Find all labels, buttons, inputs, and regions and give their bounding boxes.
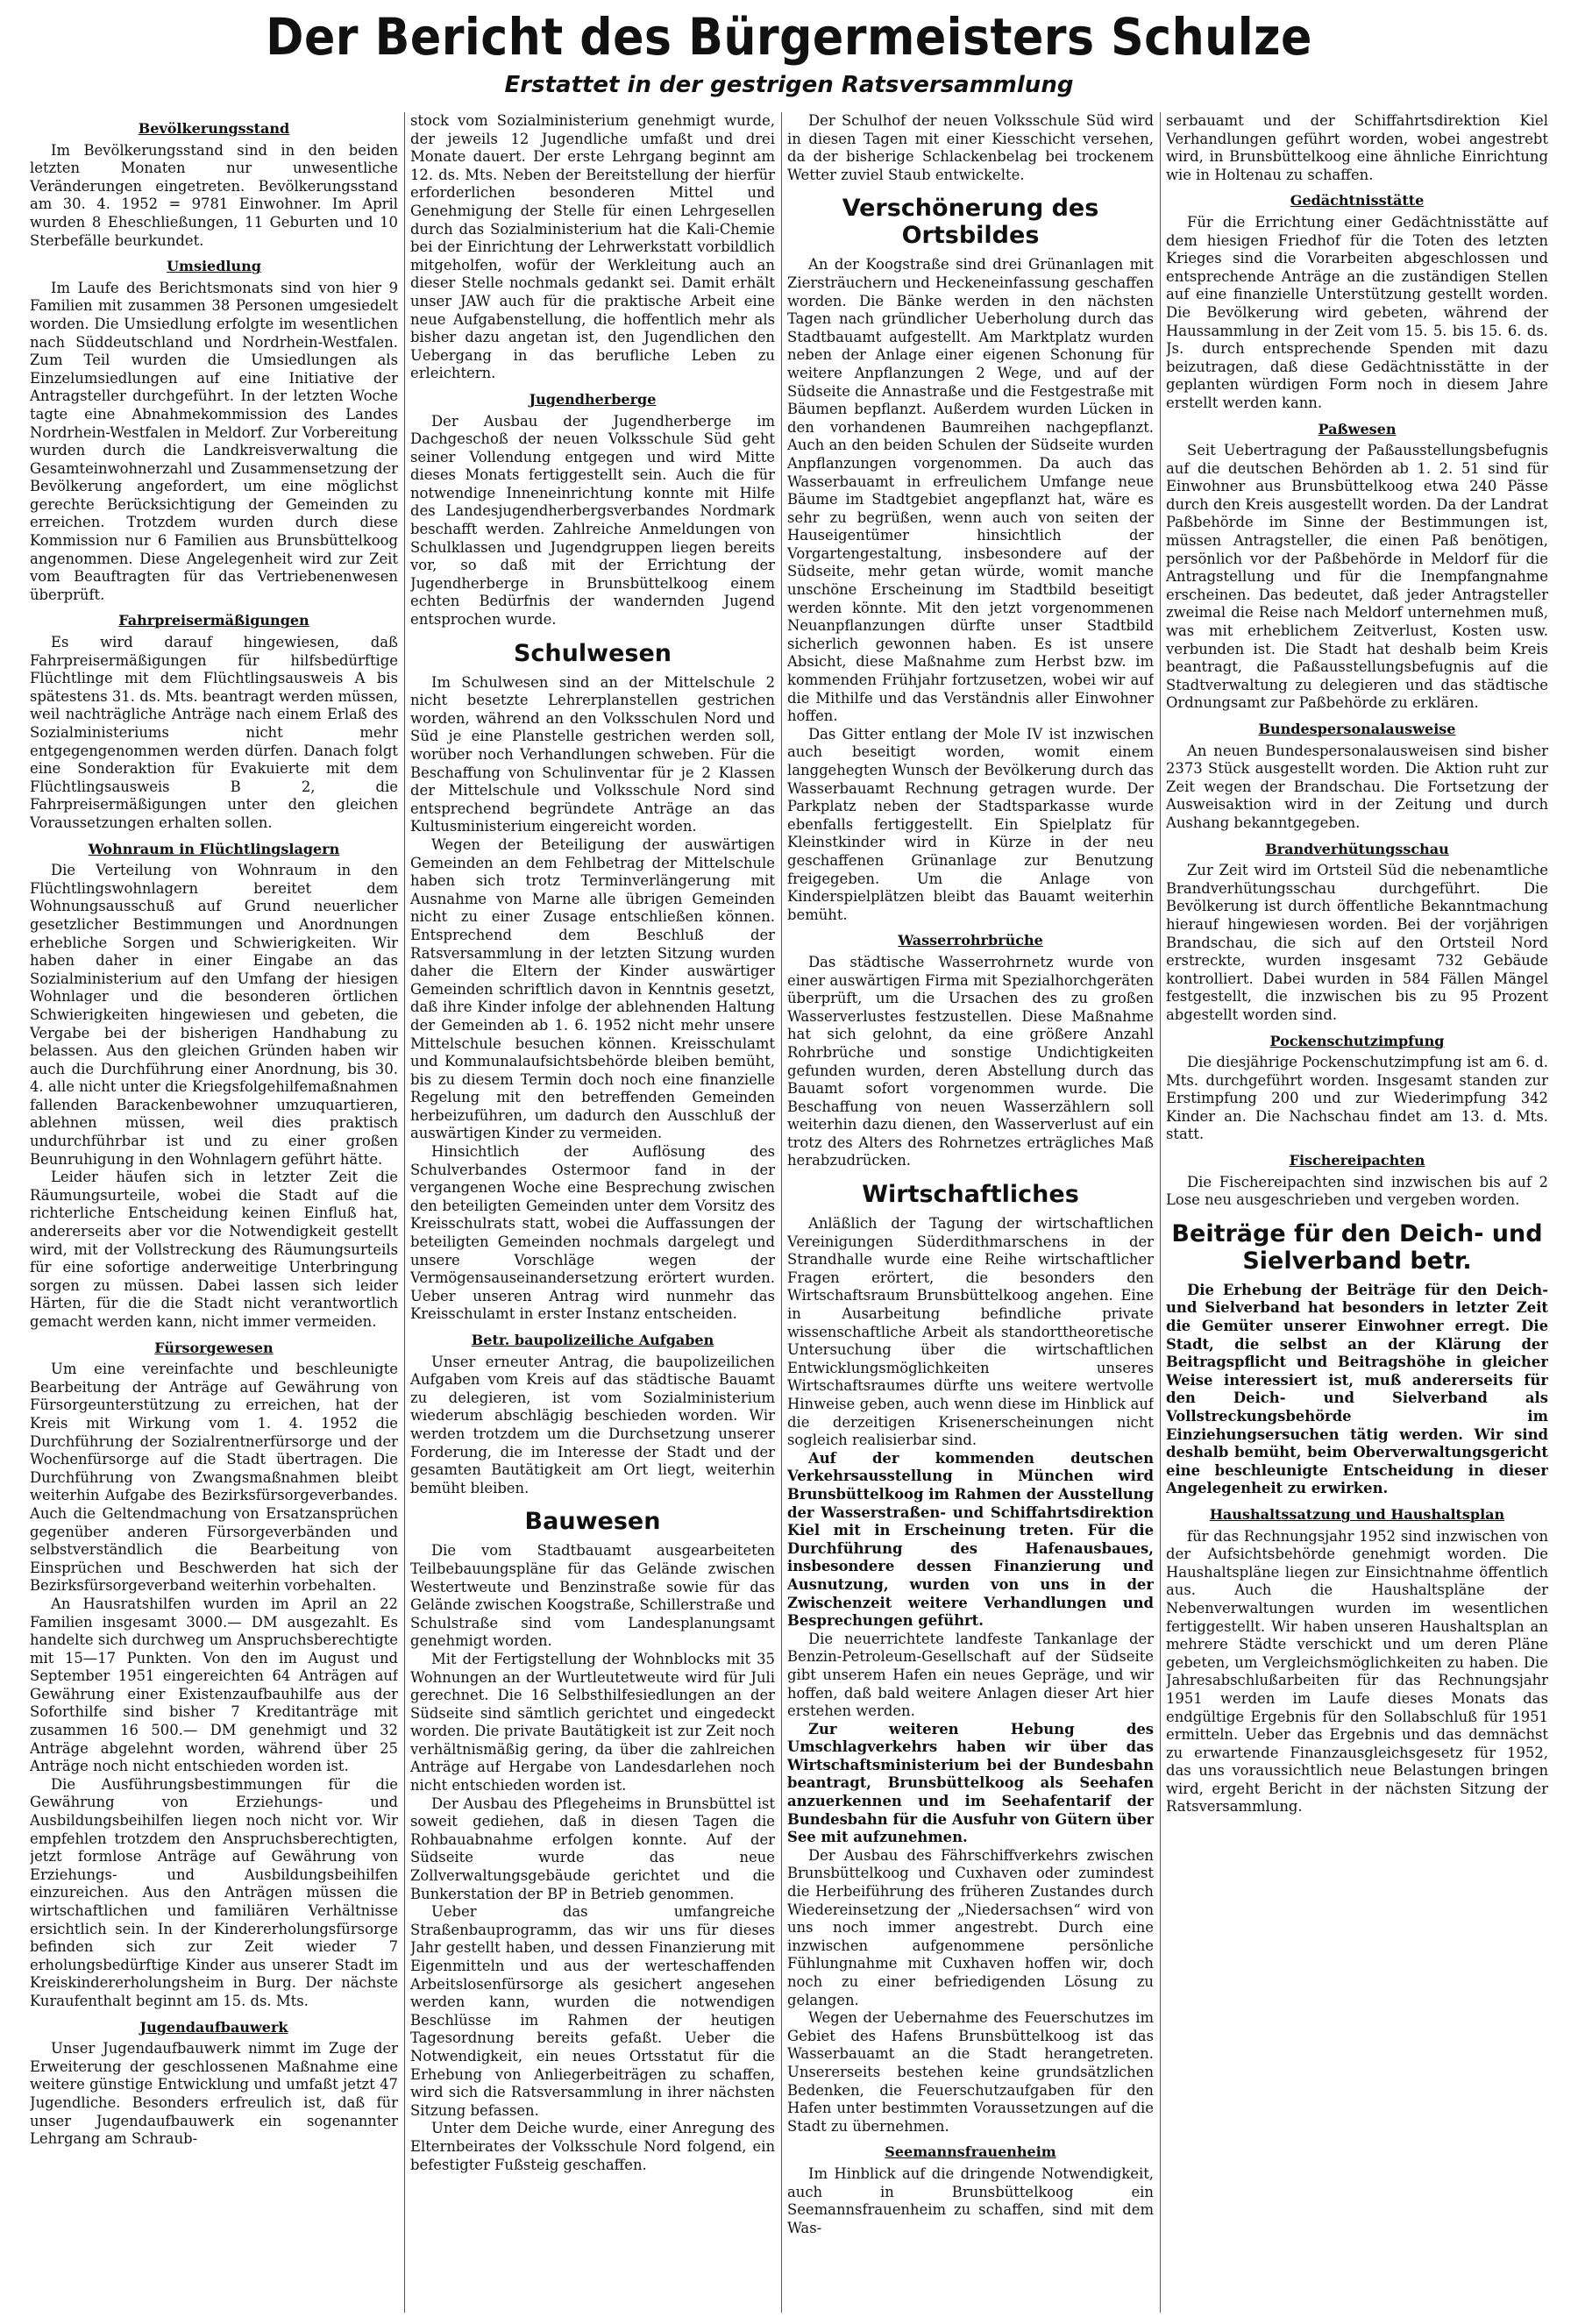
section-headline: Bauwesen	[524, 1508, 661, 1536]
section-heading: Fischereipachten	[1289, 1152, 1425, 1169]
column-4	[1166, 112, 1548, 2317]
section-headline: Beiträge für den Deich- und Sielverband betr.	[1171, 1219, 1543, 1275]
paragraph: Wegen der Beteiligung der auswärtigen Gemeinden an dem Fehlbetrag der Mittelschule haben sich trotz Terminverlängerung mit Ausnahme von Marne alle übrigen Gemeinden nicht zu einer Zusage entschließen können. Entsprechend dem Beschluß der Ratsversammlung in der letzten Sitzung wurden daher die Eltern der Kinder auswärtiger Gemeinden schriftlich davon in Kenntnis gesetzt, daß ihre Kinder infolge der ablehnenden Haltung der Gemeinden ab 1. 6. 1952 nicht mehr unsere Mittelschule besuchen können. Kreisschulamt und Kommunalaufsichtsbehörde bleiben bemüht, bis zu diesem Termin doch noch eine finanzielle Regelung mit den betreffenden Gemeinden herbeizuführen, um dadurch den Ausschluß der auswärtigen Kinder zu vermeiden.	[410, 835, 775, 1142]
section-heading: Pockenschutzimpfung	[1269, 1032, 1445, 1049]
paragraph: Im Laufe des Berichtsmonats sind von hier 9 Familien mit zusammen 38 Personen umgesiedelt worden. Die Umsiedlung erfolgte im wesentlichen nach Süddeutschland und Nordrhein-Westfalen. Zum Teil wurden die Umsiedlungen als Einzelumsiedlungen auf eine Initiative der Antragsteller durchgeführt. In der letzten Woche tagte eine Abnahmekommission des Landes Nordrhein-Westfalen in Meldorf. Zur Vorbereitung wurden durch die Landkreisverwaltung die Gesamteinwohnerzahl und Zusammensetzung der Bevölkerung angefordert, um eine möglichst gerechte Berücksichtigung der Gemeinden zu erreichen. Trotzdem wurden durch diese Kommission nur 6 Familien aus Brunsbüttelkoog angenommen. Diese Angelegenheit wird zur Zeit vom Beauftragten für das Vertriebenenwesen überprüft.	[30, 279, 398, 603]
section-heading: Wohnraum in Flüchtlingslagern	[88, 840, 340, 857]
section-heading: Fürsorgewesen	[154, 1339, 274, 1356]
paragraph: Im Hinblick auf die dringende Notwendigkeit, auch in Brunsbüttelkoog ein Seemannsfrauenheim zu schaffen, sind mit dem Was-	[787, 2164, 1154, 2236]
paragraph: An neuen Bundespersonalausweisen sind bisher 2373 Stück ausgestellt worden. Die Aktion ruht zur Zeit wegen der Brandschau. Die Fortsetzung der Ausweisaktion wird in der Zeitung und durch Aushang bekanntgegeben.	[1166, 742, 1548, 831]
paragraph: Das Gitter entlang der Mole IV ist inzwischen auch beseitigt worden, womit einem langgehegten Wunsch der Bevölkerung durch das Wasserbauamt Rechnung getragen wurde. Der Parkplatz neben der Stadtsparkasse wurde ebenfalls fertiggestellt. Ein Spielplatz für Kleinstkinder wird in Kürze in der neu geschaffenen Grünanlage zur Benutzung freigegeben. Um die Anlage von Kinderspielplätzen bleibt das Bauamt weiterhin bemüht.	[787, 725, 1154, 923]
paragraph: Wegen der Uebernahme des Feuerschutzes im Gebiet des Hafens Brunsbüttelkoog ist das Wasserbauamt an die Stadt herangetreten. Unsererseits bestehen keine grundsätzlichen Bedenken, die Feuerschutzaufgaben für den Hafen unter bestimmten Voraussetzungen auf die Stadt zu übernehmen.	[787, 2009, 1154, 2135]
paragraph: für das Rechnungsjahr 1952 sind inzwischen von der Aufsichtsbehörde genehmigt worden. Die Haushaltspläne liegen zur Einsichtnahme öffentlich aus. Auch die Haushaltspläne der Nebenverwaltungen wurden im wesentlichen fertiggestellt. Wir haben unseren Haushaltsplan an mehrere Städte verschickt und um deren Pläne gebeten, um Vergleichsmöglichkeiten zu haben. Die Jahresabschlußarbeiten für das Rechnungsjahr 1951 werden im Laufe dieses Monats das endgültige Ergebnis für den Sollabschluß für 1951 ermitteln. Ueber das Ergebnis und das demnächst zu erwartende Finanzausgleichsgesetz für 1952, das uns voraussichtlich neue Belastungen bringen wird, ergeht Bericht in der nächsten Sitzung der Ratsversammlung.	[1166, 1527, 1548, 1816]
article-subtitle: Erstattet in der gestrigen Ratsversammlung	[504, 72, 1074, 98]
paragraph: Hinsichtlich der Auflösung des Schulverbandes Ostermoor fand in der vergangenen Woche eine Besprechung zwischen den beteiligten Gemeinden unter dem Vorsitz des Kreisschulrats statt, wobei die Auffassungen der beteiligten Gemeinden nochmals dargelegt und unsere Vorschläge wegen der Vermögensauseinandersetzung erörtert wurden. Ueber unseren Antrag wird nunmehr das Kreisschulamt in erster Instanz entscheiden.	[410, 1143, 775, 1323]
paragraph: Die Ausführungsbestimmungen für die Gewährung von Erziehungs- und Ausbildungsbeihilfen liegen noch nicht vor. Wir empfehlen trotzdem den Anspruchsberechtigten, jetzt formlose Anträge auf Gewährung von Erziehungs- und Ausbildungsbeihilfen einzureichen. Aus den Anträgen müssen die wirtschaftlichen und familiären Verhältnisse ersichtlich sein. In der Kindererholungsfürsorge befinden sich zur Zeit wieder 7 erholungsbedürftige Kinder aus unserer Stadt im Kreiskindererholungsheim in Burg. Der nächste Kuraufenthalt beginnt am 15. ds. Mts.	[30, 1775, 398, 2009]
paragraph: Die Fischereipachten sind inzwischen bis auf 2 Lose neu ausgeschrieben und vergeben worden.	[1166, 1173, 1548, 1209]
section-heading: Umsiedlung	[167, 258, 261, 275]
paragraph: Ueber das umfangreiche Straßenbauprogramm, das wir uns für dieses Jahr gestellt haben, und dessen Finanzierung mit Eigenmitteln und aus der werteschaffenden Arbeitslosenfürsorge als gesichert angesehen werden kann, wurden die notwendigen Beschlüsse im Rahmen der heutigen Tagesordnung bereits gefaßt. Ueber die Notwendigkeit, ein neues Ortsstatut für die Erhebung von Anliegerbeiträgen zu schaffen, wird sich die Ratsversammlung in ihrer nächsten Sitzung befassen.	[410, 1903, 775, 2119]
paragraph: Das städtische Wasserrohrnetz wurde von einer auswärtigen Firma mit Spezialhorchgeräten überprüft, um die Ursachen des zu großen Wasserverlustes festzustellen. Diese Maßnahme hat sich gelohnt, da eine größere Anzahl Rohrbrüche und sonstige Undichtigkeiten gefunden wurden, deren Abstellung durch das Bauamt sofort vorgenommen wurde. Die Beschaffung von neuen Wasserzählern soll weiterhin dazu dienen, den Wasserverlust auf ein trotz des Alters des Rohrnetzes erträgliches Maß herabzudrücken.	[787, 953, 1154, 1169]
section-headline: Schulwesen	[513, 639, 672, 667]
paragraph: Seit Uebertragung der Paßausstellungsbefugnis auf die deutschen Behörden ab 1. 2. 51 sind für Einwohner aus Brunsbüttelkoog etwa 240 Pässe durch den Kreis ausgestellt worden. Da der Landrat Paßbehörde im Sinne der Bestimmungen ist, müssen Antragsteller, die einen Paß benötigen, persönlich vor der Paßbehörde in Meldorf für die Antragstellung und für die Inempfangnahme erscheinen. Das bedeutet, daß jeder Antragsteller zweimal die Reise nach Meldorf unternehmen muß, was mit erheblichem Zeitverlust, Kosten usw. verbunden ist. Die Stadt hat deshalb beim Kreis beantragt, die Paßausstellungsbefugnis auf die Stadtverwaltung zu delegieren und das städtische Ordnungsamt zur Paßbehörde zu erklären.	[1166, 442, 1548, 712]
paragraph: Die diesjährige Pockenschutzimpfung ist am 6. d. Mts. durchgeführt worden. Insgesamt standen zur Erstimpfung 200 und zur Wiederimpfung 342 Kinder an. Die Nachschau findet am 13. d. Mts. statt.	[1166, 1054, 1548, 1143]
paragraph: Zur Zeit wird im Ortsteil Süd die nebenamtliche Brandverhütungsschau durchgeführt. Die Bevölkerung ist durch öffentliche Bekanntmachung hierauf hingewiesen worden. Bei der vorjährigen Brandschau, die sich auf den Ortsteil Nord erstreckte, wurden insgesamt 732 Gebäude kontrolliert. Dabei wurden in 584 Fällen Mängel festgestellt, die inzwischen bis zu 95 Prozent abgestellt worden sind.	[1166, 862, 1548, 1023]
paragraph: serbauamt und der Schiffahrtsdirektion Kiel Verhandlungen geführt worden, wobei angestrebt wird, in Brunsbüttelkoog eine ähnliche Einrichtung wie in Holtenau zu schaffen.	[1166, 112, 1548, 183]
section-heading: Bundespersonalausweise	[1258, 721, 1456, 737]
section-heading: Gedächtnisstätte	[1290, 192, 1425, 210]
section-heading: Seemannsfrauenheim	[885, 2143, 1056, 2161]
article-title: Der Bericht des Bürgermeisters Schulze	[266, 7, 1312, 67]
paragraph: stock vom Sozialministerium genehmigt wurde, der jeweils 12 Jugendliche umfaßt und drei Monate dauert. Der erste Lehrgang beginnt am 12. ds. Mts. Neben der Bereitstellung der hierfür erforderlichen besonderen Mittel und Genehmigung der Stelle für einen Lehrgesellen durch das Sozialministerium hat die Kali-Chemie bei der Einrichtung der Lehrwerkstatt vorbildlich mitgeholfen, wofür der Werkleitung auch an dieser Stelle nochmals gedankt sei. Damit erhält unser JAW auch für die praktische Arbeit eine neue Aufgabenstellung, die hoffentlich mehr als bisher dazu angetan ist, den Jugendlichen den Uebergang in das berufliche Leben zu erleichtern.	[410, 112, 775, 382]
section-heading: Fahrpreisermäßigungen	[118, 612, 309, 629]
paragraph: Unter dem Deiche wurde, einer Anregung des Elternbeirates der Volksschule Nord folgend, ein befestigter Fußsteig geschaffen.	[410, 2120, 775, 2173]
column-divider	[781, 112, 782, 2313]
paragraph: Der Ausbau des Pflegeheims in Brunsbüttel ist soweit gediehen, daß in diesen Tagen die Rohbauabnahme erfolgen konnte. Auf der Südseite wurde das neue Zollverwaltungsgebäude gerichtet und die Bunkerstation der BP in Betrieb genommen.	[410, 1795, 775, 1902]
paragraph: Mit der Fertigstellung der Wohnblocks mit 35 Wohnungen an der Wurtleutetweute wird für Juli gerechnet. Die 16 Selbsthilfesiedlungen an der Südseite sind sämtlich gerichtet und eingedeckt worden. Die private Bautätigkeit ist zur Zeit noch verhältnismäßig gering, da über die zahlreichen Anträge auf Hergabe von Landesdarlehen noch nicht entschieden worden ist.	[410, 1650, 775, 1795]
section-heading: Jugendaufbauwerk	[139, 2018, 288, 2036]
paragraph: Unser erneuter Antrag, die baupolizeilichen Aufgaben vom Kreis auf das städtische Bauamt zu delegieren, ist vom Sozialministerium wiederum abschlägig beschieden worden. Wir werden trotzdem um die Durchsetzung unserer Forderung, die im Interesse der Stadt und der gesamten Bautätigkeit am Ort liegt, weiterhin bemüht bleiben.	[410, 1353, 775, 1496]
paragraph: Die neuerrichtete landfeste Tankanlage der Benzin-Petroleum-Gesellschaft auf der Südseite gibt unserem Hafen ein neues Gepräge, und wir hoffen, daß bald weitere Anlagen dieser Art hier erstehen werden.	[787, 1630, 1154, 1720]
paragraph: Im Schulwesen sind an der Mittelschule 2 nicht besetzte Lehrerplanstellen gestrichen worden, während an den Volksschulen Nord und Süd je eine Planstelle gestrichen werden soll, worüber noch Verhandlungen schweben. Für die Beschaffung von Schulinventar für je 2 Klassen der Mittelschule und Volksschule Nord sind entsprechend begründete Anträge an das Kultusministerium eingereicht worden.	[410, 673, 775, 835]
column-2	[410, 112, 775, 2317]
paragraph: Der Ausbau des Fährschiffverkehrs zwischen Brunsbüttelkoog und Cuxhaven oder zumindest die Herbeiführung des früheren Zustandes durch Wiedereinsetzung der „Niedersachsen“ wird von uns noch immer angestrebt. Durch eine inzwischen aufgenommene persönliche Fühlungnahme mit Cuxhaven hoffen wir, doch noch zu einer befriedigenden Lösung zu gelangen.	[787, 1846, 1154, 2008]
section-headline: Wirtschaftliches	[862, 1181, 1079, 1209]
section-heading: Brandverhütungsschau	[1265, 840, 1449, 857]
section-heading: Jugendherberge	[529, 390, 657, 408]
section-heading: Haushaltssatzung und Haushaltsplan	[1209, 1505, 1505, 1523]
column-divider	[1160, 112, 1161, 2313]
section-heading: Bevölkerungsstand	[138, 120, 290, 137]
paragraph-bold: Auf der kommenden deutschen Verkehrsausstellung in München wird Brunsbüttelkoog im Rahmen der Ausstellung der Wasserstraßen- und Schiffahrtsdirektion Kiel mit in Erscheinung treten. Für die Durchführung des Hafenausbaues, insbesondere dessen Finanzierung und Ausnutzung, wurden von uns in der Zwischenzeit weitere Verhandlungen und Besprechungen geführt.	[787, 1449, 1154, 1630]
paragraph: Es wird darauf hingewiesen, daß Fahrpreisermäßigungen für hilfsbedürftige Flüchtlinge mit dem Flüchtlingsausweis A bis spätestens 31. ds. Mts. beantragt werden müssen, weil nachträgliche Anträge nach einem Erlaß des Sozialministeriums nicht mehr entgegengenommen werden dürfen. Danach folgt eine Sonderaktion für Evakuierte mit dem Flüchtlingsausweis B 2, die Fahrpreisermäßigungen unter den gleichen Voraussetzungen erhalten sollen.	[30, 634, 398, 831]
paragraph: Der Ausbau der Jugendherberge im Dachgeschoß der neuen Volksschule Süd geht seiner Vollendung entgegen und wird Mitte dieses Monats fertiggestellt sein. Auch die für notwendige Inneneinrichtung konnte mit Hilfe des Landesjugendherbergsverbandes Nordmark beschafft werden. Zahlreiche Anmeldungen von Schulklassen und Jugendgruppen liegen bereits vor, so daß mit der Errichtung der Jugendherberge in Brunsbüttelkoog einem echten Bedürfnis der wandernden Jugend entsprochen wurde.	[410, 412, 775, 629]
section-heading: Betr. baupolizeiliche Aufgaben	[471, 1332, 714, 1348]
paragraph: Die Verteilung von Wohnraum in den Flüchtlingswohnlagern bereitet dem Wohnungsausschuß auf Grund neuerlicher gesetzlicher Bestimmungen und Anordnungen erhebliche Sorgen und Schwierigkeiten. Wir haben daher in einer Eingabe an das Sozialministerium auf den Umfang der hiesigen Wohnlager und die besonderen örtlichen Schwierigkeiten hingewiesen und gebeten, die Vergabe bei der bisherigen Handhabung zu belassen. Aus den gleichen Gründen haben wir auch die Durchführung einer Anordnung, bis 30. 4. alle nicht unter die Kriegsfolgehilfemaßnahmen fallenden Barackenbewohner umzuquartieren, ablehnen müssen, weil dies praktisch undurchführbar ist und zu einer großen Beunruhigung in den Wohnlagern geführt hätte.	[30, 862, 398, 1168]
paragraph: Die vom Stadtbauamt ausgearbeiteten Teilbebauungspläne für das Gelände zwischen Westertweute und Benzinstraße sowie für das Gelände zwischen Koogstraße, Schillerstraße und Schulstraße sind vom Landesplanungsamt genehmigt worden.	[410, 1542, 775, 1650]
paragraph: Unser Jugendaufbauwerk nimmt im Zuge der Erweiterung der geschlossenen Maßnahme eine weitere günstige Entwicklung und umfaßt jetzt 47 Jugendliche. Besonders erfreulich ist, daß für unser Jugendaufbauwerk ein sogenannter Lehrgang am Schraub-	[30, 2040, 398, 2148]
paragraph: Im Bevölkerungsstand sind in den beiden letzten Monaten nur unwesentliche Veränderungen eingetreten. Bevölkerungsstand am 30. 4. 1952 = 9781 Einwohner. Im April wurden 8 Eheschließungen, 11 Geburten und 10 Sterbefälle beurkundet.	[30, 141, 398, 249]
paragraph: An Hausratshilfen wurden im April an 22 Familien insgesamt 3000.— DM ausgezahlt. Es handelte sich durchweg um Anspruchsberechtigte mit 15—17 Punkten. Von den im August und September 1951 eingereichten 64 Anträgen auf Gewährung einer Existenzaufbauhilfe aus der Soforthilfe sind bisher 7 Kreditanträge mit zusammen 16 500.— DM genehmigt und 32 Anträge abgelehnt worden, während über 25 Anträge noch nicht entschieden worden ist.	[30, 1595, 398, 1775]
section-headline: Verschönerung des Ortsbildes	[842, 195, 1099, 250]
paragraph: Der Schulhof der neuen Volksschule Süd wird in diesen Tagen mit einer Kiesschicht versehen, da der bisherige Schlackenbelag bei trockenem Wetter zuviel Staub entwickelte.	[787, 112, 1154, 183]
paragraph: An der Koogstraße sind drei Grünanlagen mit Ziersträuchern und Heckeneinfassung geschaffen worden. Die Bänke werden in den nächsten Tagen nach gründlicher Ueberholung durch das Stadtbauamt aufgestellt. Am Marktplatz wurden neben der Anlage einer eigenen Schonung für weitere Anpflanzungen 2 Wege, und auf der Südseite die Annastraße und die Festgestraße mit Bäumen bepflanzt. Außerdem wurden Lücken in den vorhandenen Baumreihen nachgepflanzt. Auch an den beiden Schulen der Südseite wurden Anpflanzungen vorgenommen. Da auch das Wasserbauamt in erfreulichem Umfange neue Bäume im Stadtgebiet angepflanzt hat, wäre es sehr zu begrüßen, wenn auch von seiten der Hauseigentümer hinsichtlich der Vorgartengestaltung, insbesondere auf der Südseite, mehr getan würde, womit manche unschöne Erscheinung im Stadtbild beseitigt werden könnte. Mit den jetzt vorgenommenen Neuanpflanzungen dürfte unser Stadtbild sicherlich gewonnen haben. Es ist unsere Absicht, diese Maßnahme zum Herbst bzw. im kommenden Frühjahr fortzusetzen, wobei wir auf die Mithilfe und das Verständnis aller Einwohner hoffen.	[787, 256, 1154, 725]
section-heading: Paßwesen	[1318, 420, 1397, 437]
paragraph: Leider häufen sich in letzter Zeit die Räumungsurteile, wobei die Stadt auf die richterliche Entscheidung keinen Einfluß hat, andererseits aber vor die Notwendigkeit gestellt wird, mit der Vollstreckung des Räumungsurteils für eine sofortige anderweitige Unterbringung sorgen zu müssen. Dabei lassen sich leider Härten, für die die Stadt nicht verantwortlich gemacht werden kann, nicht immer vermeiden.	[30, 1169, 398, 1330]
column-1	[30, 112, 398, 2317]
paragraph: Für die Errichtung einer Gedächtnisstätte auf dem hiesigen Friedhof für die Toten des letzten Krieges sind die Vorarbeiten abgeschlossen und entsprechende Anträge an die zuständigen Stellen auf eine finanzielle Unterstützung gestellt worden. Die Bevölkerung wird gebeten, während der Haussammlung in der Zeit vom 15. 5. bis 15. 6. ds. Js. durch entsprechende Spenden mit dazu beizutragen, daß diese Gedächtnisstätte in der geplanten würdigen Form noch in diesem Jahre erstellt werden kann.	[1166, 213, 1548, 411]
section-heading: Wasserrohrbrüche	[898, 932, 1043, 949]
column-divider	[404, 112, 405, 2313]
paragraph-bold: Die Erhebung der Beiträge für den Deich- und Sielverband hat besonders in letzter Zeit die Gemüter unserer Einwohner erregt. Die Stadt, die selbst an der Klärung der Beitragspflicht und Beitragshöhe in gleicher Weise interessiert ist, muß andererseits für den Deich- und Sielverband als Vollstreckungsbehörde im Einziehungsersuchen tätig werden. Wir sind deshalb bemüht, beim Oberverwaltungsgericht eine beschleunigte Entscheidung in dieser Angelegenheit zu erwirken.	[1166, 1281, 1548, 1497]
paragraph-bold: Zur weiteren Hebung des Umschlagverkehrs haben wir über das Wirtschaftsministerium bei der Bundesbahn beantragt, Brunsbüttelkoog als Seehafen anzuerkennen und im Seehafentarif der Bundesbahn für die Ausfuhr von Gütern über See mit aufzunehmen.	[787, 1720, 1154, 1846]
paragraph: Anläßlich der Tagung der wirtschaftlichen Vereinigungen Süderdithmarschens in der Strandhalle wurde eine Reihe wirtschaftlicher Fragen erörtert, die besonders den Wirtschaftsraum Brunsbüttelkoog angehen. Eine in Ausarbeitung befindliche private wissenschaftliche Arbeit als standorttheoretische Untersuchung über die wirtschaftlichen Entwicklungsmöglichkeiten unseres Wirtschaftsraumes dürfte uns weitere wertvolle Hinweise geben, auch wenn diese im Hinblick auf die derzeitigen Krisenerscheinungen nicht sogleich realisierbar sind.	[787, 1215, 1154, 1449]
column-3	[787, 112, 1154, 2317]
paragraph: Um eine vereinfachte und beschleunigte Bearbeitung der Anträge auf Gewährung von Fürsorgeunterstützung zu erreichen, hat der Kreis mit Wirkung vom 1. 4. 1952 die Durchführung der Sozialrentnerfürsorge und der Wochenfürsorge auf die Stadt übertragen. Die Durchführung von Zwangsmaßnahmen bleibt weiterhin Aufgabe des Bezirksfürsorgeverbandes. Auch die Geltendmachung von Ersatzansprüchen gegenüber anderen Fürsorgeverbänden und selbstverständlich die Bearbeitung von Einsprüchen und Beschwerden hat sich der Bezirksfürsorgeverband weiterhin vorbehalten.	[30, 1361, 398, 1595]
